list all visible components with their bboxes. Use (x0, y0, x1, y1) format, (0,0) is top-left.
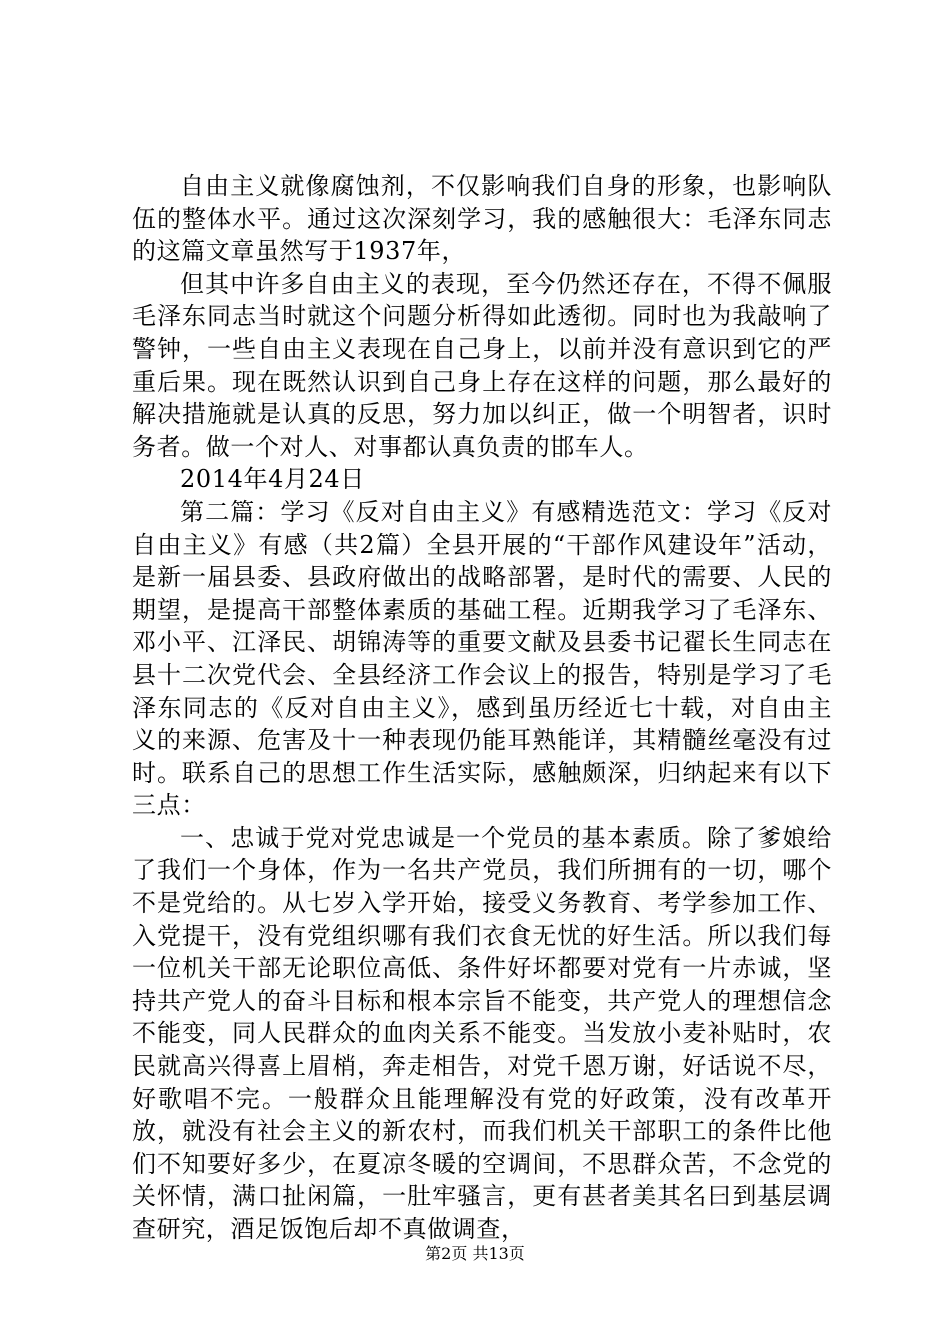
document-body (132, 170, 832, 1246)
page-number-footer: 第2页 共13页 (425, 1244, 525, 1263)
paragraph-second-essay-intro: 第二篇：学习《反对自由主义》有感精选范文：学习《反对自由主义》有感（共2篇）全县开展的“干部作风建设年”活动，是新一届县委、县政府做出的战略部署，是时代的需要、人民的期望，是提高干部整体素质的基础工程。近期我学习了毛泽东、邓小平、江泽民、胡锦涛等的重要文献及县委书记翟长生同志在县十二次党代会、全县经济工作会议上的报告，特别是学习了毛泽东同志的《反对自由主义》，感到虽历经近七十载，对自由主义的来源、危害及十一种表现仍能耳熟能详，其精髓丝毫没有过时。联系自己的思想工作生活实际，感触颇深，归纳起来有以下三点： (132, 497, 832, 820)
paragraph-liberalism-reflection: 但其中许多自由主义的表现，至今仍然还存在，不得不佩服毛泽东同志当时就这个问题分析得如此透彻。同时也为我敲响了警钟，一些自由主义表现在自己身上，以前并没有意识到它的严重后果。现在既然认识到自己身上存在这样的问题，那么最好的解决措施就是认真的反思，努力加以纠正，做一个明智者，识时务者。做一个对人、对事都认真负责的邯车人。 (132, 269, 832, 461)
paragraph-liberalism-intro: 自由主义就像腐蚀剂，不仅影响我们自身的形象，也影响队伍的整体水平。通过这次深刻学习，我的感触很大：毛泽东同志的这篇文章虽然写于1937年， (132, 172, 832, 266)
paragraph-loyalty-to-party: 一、忠诚于党对党忠诚是一个党员的基本素质。除了爹娘给了我们一个身体，作为一名共产党员，我们所拥有的一切，哪个不是党给的。从七岁入学开始，接受义务教育、考学参加工作、入党提干，没有党组织哪有我们衣食无忧的好生活。所以我们每一位机关干部无论职位高低、条件好坏都要对党有一片赤诚，坚持共产党人的奋斗目标和根本宗旨不能变，共产党人的理想信念不能变，同人民群众的血肉关系不能变。当发放小麦补贴时，农民就高兴得喜上眉梢，奔走相告，对党千恩万谢，好话说不尽，好歌唱不完。一般群众且能理解没有党的好政策，没有改革开放，就没有社会主义的新农村，而我们机关干部职工的条件比他们不知要好多少，在夏凉冬暖的空调间，不思群众苦，不念党的关怀情，满口扯闲篇，一肚牢骚言，更有甚者美其名曰到基层调查研究，酒足饭饱后却不真做调查， (132, 823, 832, 1243)
paragraph-date: 2014年4月24日 (180, 465, 365, 494)
